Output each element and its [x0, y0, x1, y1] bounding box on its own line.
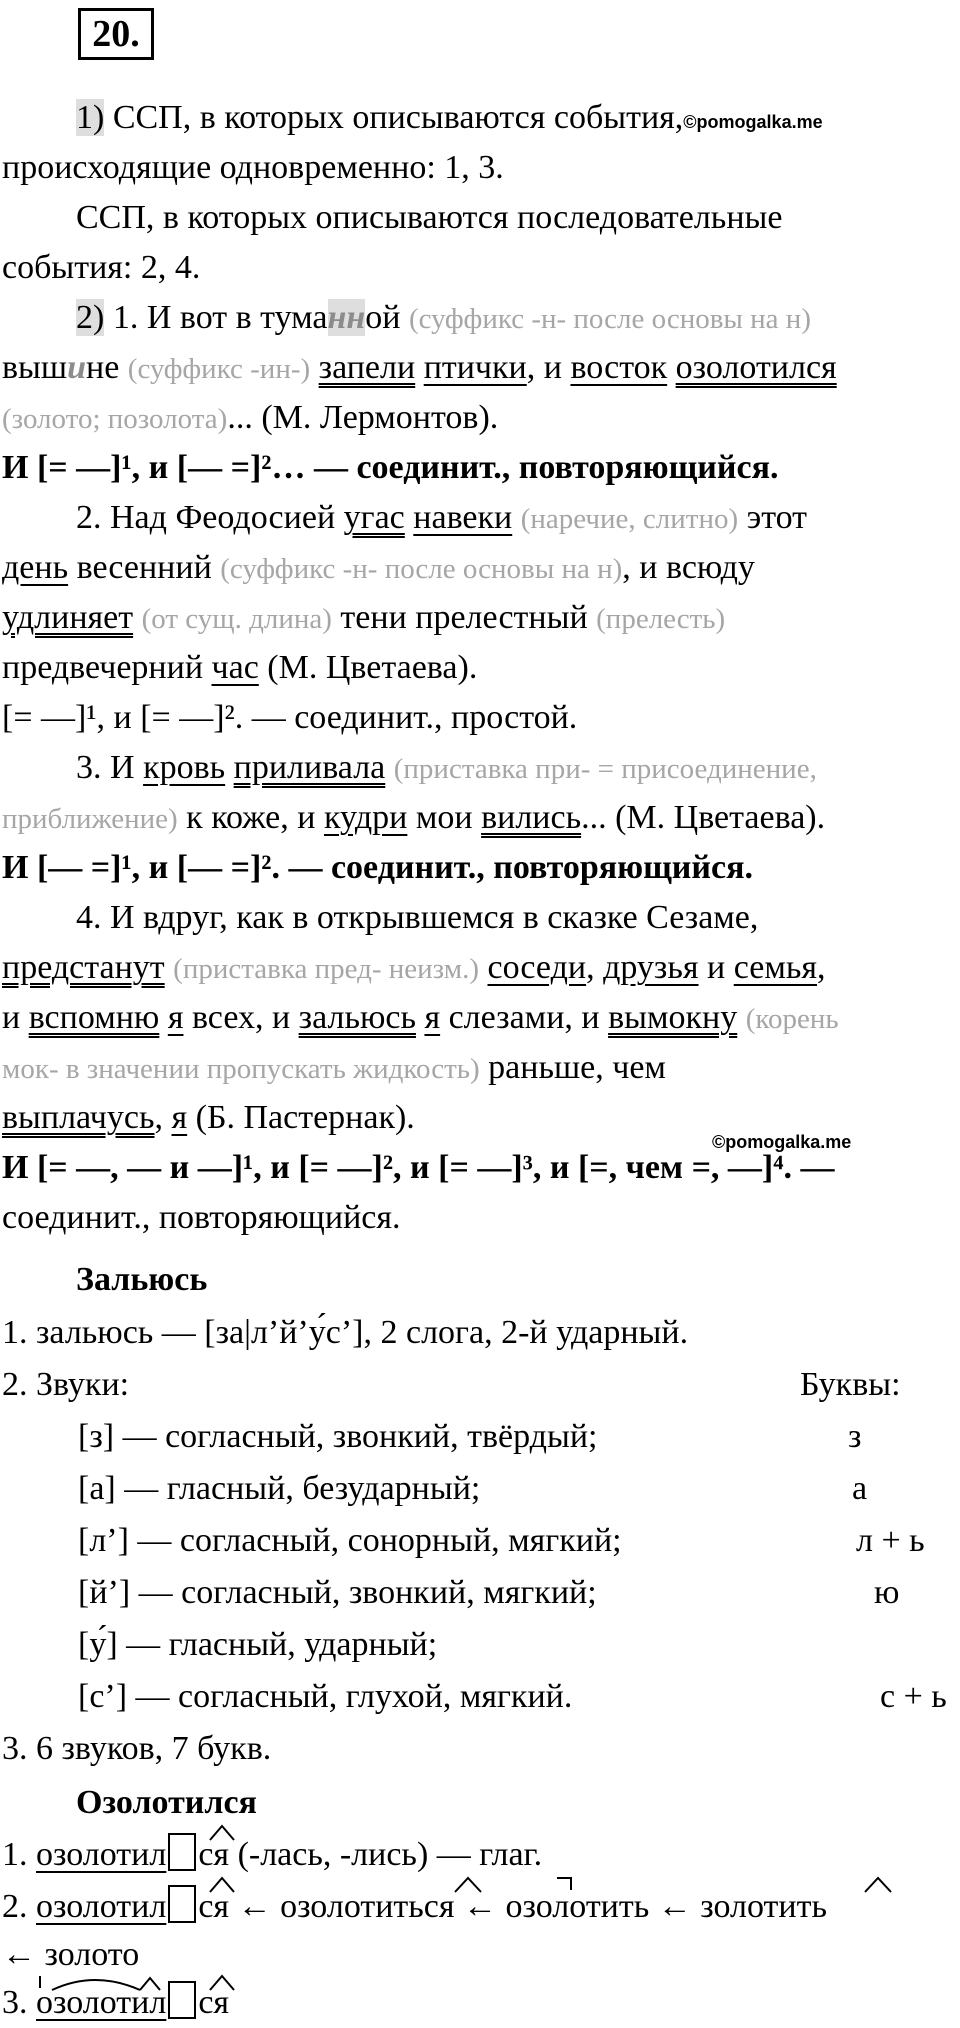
sound-row: [з] — согласный, звонкий, твёрдый;: [78, 1418, 598, 1455]
s2-text: тени прелестный: [340, 599, 588, 636]
predicate: предстанут: [2, 949, 165, 986]
s2-text: предвечерний: [2, 649, 204, 686]
part2-marker: 2): [76, 299, 105, 336]
subject: семья: [733, 949, 817, 986]
s4-gloss: (корень: [745, 1003, 839, 1035]
morph-text: 3.: [2, 1984, 28, 2021]
s3-text: мои: [415, 799, 473, 836]
s1-highlight: нн: [327, 299, 366, 336]
predicate: запели: [318, 349, 416, 386]
subject: кровь: [143, 749, 226, 786]
s1-text: , и: [526, 349, 562, 386]
watermark-top: ©pomogalka.me: [683, 112, 823, 132]
watermark-middle: ©pomogalka.me: [712, 1132, 852, 1152]
s4-text: и: [707, 949, 726, 986]
sounds-label: 2. Звуки:: [2, 1366, 130, 1403]
phonetic-line1: 1. зальюсь — [за|л’й’у́с’], 2 слога, 2-й ударный.: [2, 1314, 689, 1351]
subject: соседи: [487, 949, 587, 986]
part1-text-a: ССП, в которых описываются события,: [112, 99, 684, 136]
s2-text: этот: [746, 499, 808, 536]
subject: я: [171, 1099, 188, 1136]
s2-schema: [= —]¹, и [= —]². — соединит., простой.: [2, 699, 578, 736]
zero-ending-box: [168, 1833, 196, 1871]
s1-highlight: и: [67, 349, 86, 386]
s2-gloss: (суффикс -н- после основы на н): [220, 553, 623, 585]
sound-row: [с’] — согласный, глухой, мягкий.: [78, 1678, 573, 1715]
subject: я: [167, 999, 184, 1036]
sound-row: [л’] — согласный, сонорный, мягкий;: [78, 1522, 622, 1559]
predicate: зальюсь: [298, 999, 416, 1036]
s3-line1: [76, 743, 817, 794]
s2-gloss: (прелесть): [596, 603, 726, 635]
part1-line1: [76, 93, 823, 147]
morph-line1: 1. озолотил ся (-лась, -лись) — глаг.: [2, 1830, 542, 1880]
predicate: выплачусь: [2, 1099, 155, 1136]
s3-text: ... (М. Цветаева).: [581, 799, 826, 836]
part1-line2: происходящие одновременно: 1, 3.: [2, 149, 504, 186]
morph-line3: [2, 1978, 229, 2028]
postfix: ся: [198, 1836, 230, 1873]
s2-gloss: (от сущ. длина): [141, 603, 332, 635]
morph-word: озолотил: [36, 1984, 167, 2021]
s4-text: слезами, и: [448, 999, 600, 1036]
letter-cell: с + ь: [880, 1678, 947, 1715]
phonetic-total: 3. 6 звуков, 7 букв.: [2, 1730, 272, 1767]
s3-text: 3. И: [76, 749, 135, 786]
letter-cell: ю: [874, 1574, 900, 1611]
subject: друзья: [603, 949, 699, 986]
phonetic-title: Зальюсь: [76, 1261, 208, 1298]
s3-line2: [2, 793, 825, 844]
s1-gloss: (золото; позолота): [2, 403, 228, 435]
s1-text: ой: [365, 299, 401, 336]
s2-line3: [2, 593, 725, 644]
letter-cell: з: [848, 1418, 862, 1455]
postfix: ся: [198, 1984, 230, 2021]
s2-line2: [2, 543, 755, 594]
predicate: угас: [343, 499, 405, 536]
morph-text: (-лась, -лись) — глаг.: [237, 1836, 543, 1873]
predicate: озолотился: [675, 349, 837, 386]
exercise-number: 20.: [78, 8, 154, 60]
s1-line3: [2, 393, 498, 444]
s4-text: (Б. Пастернак).: [195, 1099, 415, 1136]
morph-word: озолотил: [36, 1836, 167, 1873]
subject: восток: [570, 349, 668, 386]
s1-gloss: (суффикс -н- после основы на н): [408, 303, 811, 335]
s3-text: к коже, и: [186, 799, 316, 836]
sound-row: [у́] — гласный, ударный;: [78, 1626, 438, 1663]
sound-row: [й’] — согласный, звонкий, мягкий;: [78, 1574, 597, 1611]
letters-label: Буквы:: [800, 1366, 901, 1403]
s4-schema: И [= —, — и —]¹, и [= —]², и [= —]³, и [=, чем =, —]⁴. —: [2, 1149, 835, 1186]
s1-text: 1. И вот в тума: [112, 299, 328, 336]
predicate: приливала: [233, 749, 386, 786]
s4-line4: [2, 1043, 666, 1094]
s1-text: выш: [2, 349, 68, 386]
s1-line1: [76, 293, 811, 344]
s4-text: раньше, чем: [488, 1049, 666, 1086]
s4-line1: 4. И вдруг, как в открывшемся в сказке Сезаме,: [76, 899, 759, 936]
subject: кудри: [323, 799, 408, 836]
part1-line3: ССП, в которых описываются последовательные: [76, 199, 783, 236]
letter-cell: а: [852, 1470, 868, 1507]
predicate: вымокну: [608, 999, 738, 1036]
s2-line1: [76, 493, 807, 544]
morph-word: озолотил: [36, 1888, 167, 1925]
s4-line2: предстанут (приставка пред- неизм.) соседи, друзья и семья,: [2, 949, 826, 986]
s2-text: 2. Над Феодосией: [76, 499, 336, 536]
subject: птички: [423, 349, 527, 386]
s2-text: (М. Цветаева).: [267, 649, 478, 686]
postfix: ся: [198, 1888, 230, 1925]
s2-gloss: (наречие, слитно): [520, 503, 739, 535]
s2-text: весенний: [76, 549, 212, 586]
s1-line2: [2, 343, 837, 394]
s3-gloss: приближение): [2, 803, 178, 835]
derivation-chain: ← озолотиться ← озолотить ← золотить: [237, 1888, 827, 1925]
morph-line2-cont: ← золото: [2, 1936, 140, 1973]
s3-schema: И [— =]¹, и [— =]². — соединит., повторяющийся.: [2, 849, 753, 886]
letter-cell: л + ь: [856, 1522, 925, 1559]
s4-gloss: мок- в значении пропускать жидкость): [2, 1053, 480, 1085]
s2-text: , и всюду: [622, 549, 755, 586]
adverbial: навеки: [413, 499, 513, 536]
s4-schema-cont: соединит., повторяющийся.: [2, 1199, 401, 1236]
s4-text: и: [2, 999, 21, 1036]
zero-ending-box: [168, 1981, 196, 2019]
sound-row: [а] — гласный, безударный;: [78, 1470, 481, 1507]
s3-gloss: (приставка при- = присоединение,: [393, 753, 817, 785]
subject: день: [2, 549, 69, 586]
s2-line4: [2, 643, 477, 693]
morph-line2: [2, 1882, 827, 1932]
predicate: вились: [481, 799, 582, 836]
s4-line3: [2, 993, 839, 1044]
zero-ending-box: [168, 1885, 196, 1923]
predicate: вспомню: [28, 999, 160, 1036]
s1-text: не: [86, 349, 120, 386]
s4-gloss: (приставка пред- неизм.): [173, 953, 479, 985]
subject: я: [424, 999, 441, 1036]
s1-text: ... (М. Лермонтов).: [227, 399, 499, 436]
s4-text: всех, и: [191, 999, 291, 1036]
part1-line4: события: 2, 4.: [2, 249, 201, 286]
subject: час: [211, 649, 259, 686]
s1-schema: И [= —]¹, и [— =]²… — соединит., повторяющийся.: [2, 449, 779, 486]
s1-gloss: (суффикс -ин-): [127, 353, 311, 385]
morphemic-title: Озолотился: [76, 1784, 257, 1821]
suffix-mark: [865, 1878, 891, 1892]
s4-line5: выплачусь, я (Б. Пастернак).: [2, 1099, 415, 1136]
predicate: удлиняет: [2, 599, 134, 636]
morph-text: 2.: [2, 1888, 28, 1925]
part1-marker: 1): [76, 99, 105, 136]
